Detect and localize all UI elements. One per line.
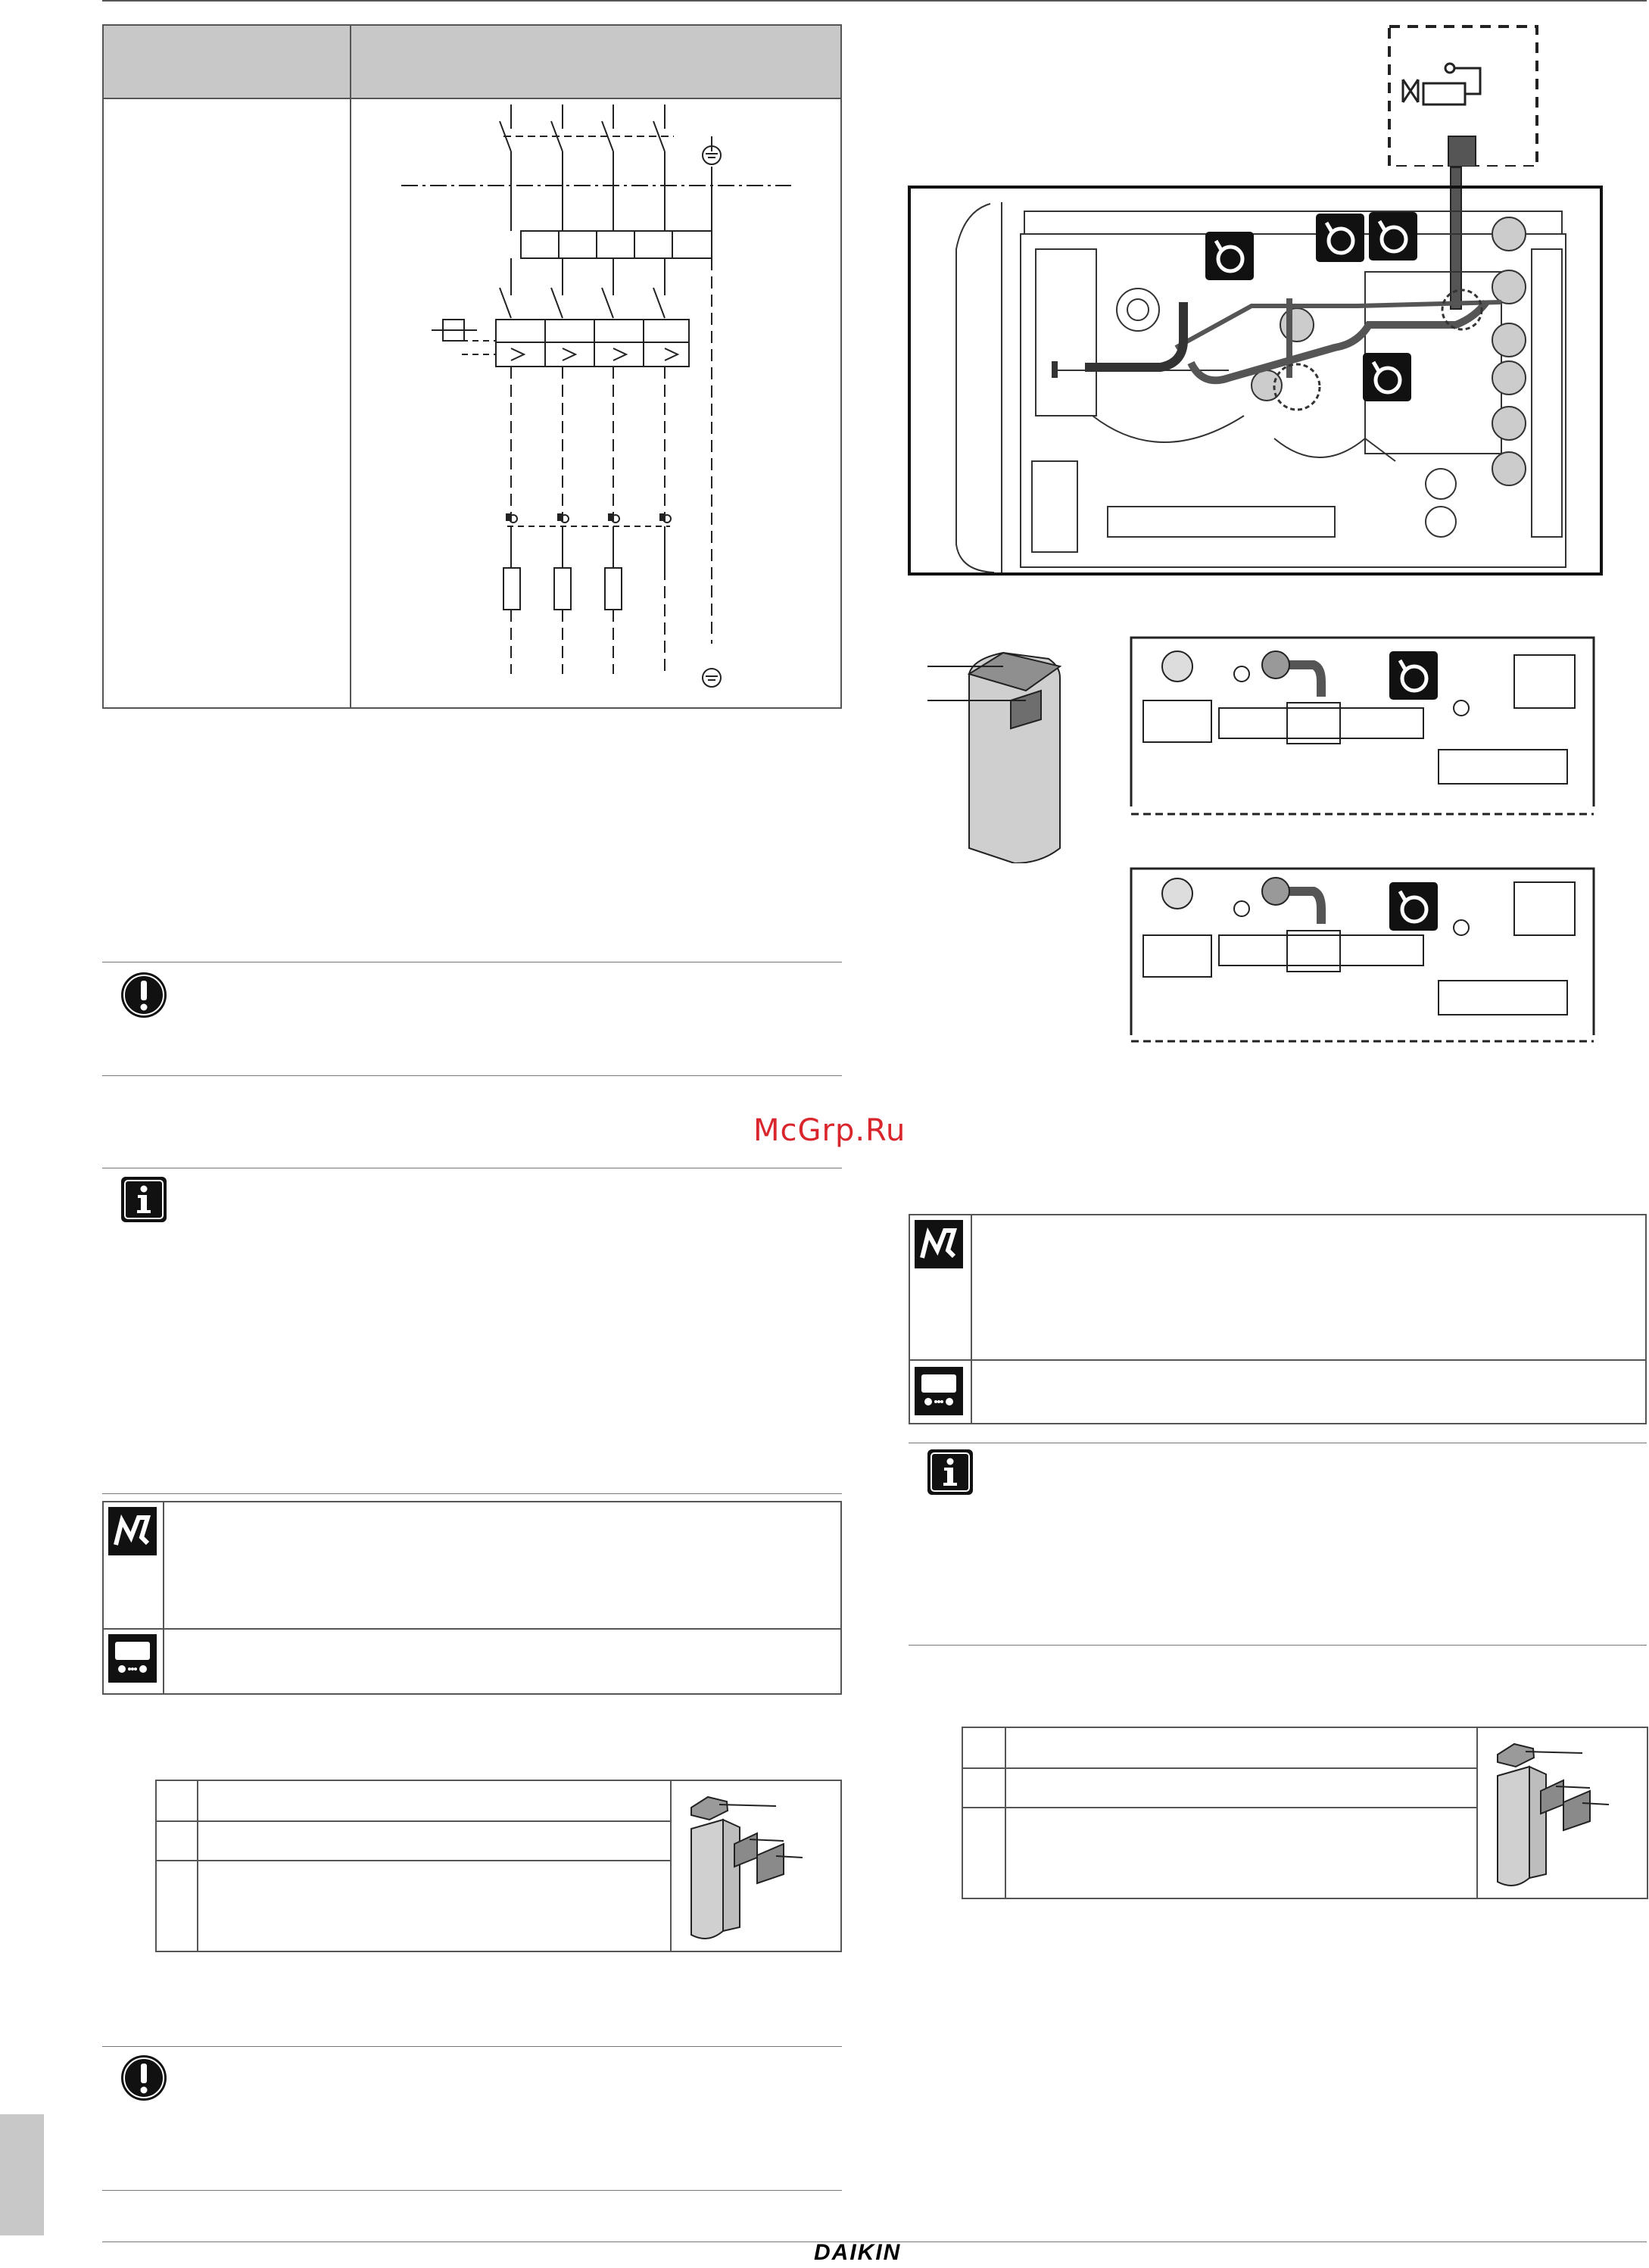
watermark: McGrp.Ru [753, 1113, 906, 1148]
wiring-table-header [104, 26, 840, 98]
warning-rule-top-2 [102, 2046, 842, 2047]
top-rule [102, 0, 1647, 2]
warning-rule-bottom-2 [102, 2190, 842, 2191]
cable-tie-icon [1363, 353, 1411, 401]
exclamation-circle-icon [120, 2054, 168, 2102]
info-icon [120, 1175, 168, 1224]
installer-wrench-icon [108, 1507, 157, 1555]
remote-controller-icon [915, 1367, 963, 1415]
brand-logo: DAIKIN [814, 2240, 902, 2265]
unit-location-illustration [927, 636, 1102, 863]
reference-table-2-row-rule [910, 1359, 1645, 1361]
installer-wrench-icon [915, 1220, 963, 1268]
cable-tie-icon [1389, 651, 1438, 700]
reference-table-divider [163, 1502, 164, 1693]
cable-tie-icon [1389, 882, 1438, 931]
item-table-right-row2 [963, 1807, 1476, 1808]
exclamation-circle-icon [120, 971, 168, 1019]
reference-table-2 [909, 1214, 1647, 1424]
unit-interior-illustration [911, 189, 1600, 572]
cable-tie-icon [1316, 214, 1364, 262]
info-rule-bottom-2 [909, 1645, 1647, 1646]
info-icon [926, 1448, 974, 1496]
item-table-right-col-rule [1005, 1728, 1006, 1898]
pcb-illustration-1 [1128, 636, 1598, 818]
item-table-left-col-rule [197, 1781, 198, 1951]
remote-controller-icon [108, 1634, 157, 1683]
circuit-breaker-diagram [348, 98, 803, 697]
warning-rule-bottom [102, 1075, 842, 1076]
valve-dashed-box [1382, 23, 1545, 167]
reference-table-1 [102, 1501, 842, 1695]
reference-table-2-divider [971, 1215, 972, 1423]
reference-table-row-rule [104, 1628, 840, 1630]
item-table-left-row2 [157, 1860, 670, 1861]
item-table-left-image-rule [670, 1781, 672, 1951]
cable-tie-icon [1369, 212, 1417, 260]
item-table-right-row1 [963, 1767, 1476, 1769]
cable-tie-icon [1205, 232, 1254, 280]
item-table-left-row1 [157, 1820, 670, 1822]
info-rule-bottom [102, 1493, 842, 1494]
unit-panels-illustration [678, 1783, 829, 1946]
unit-panels-illustration [1484, 1730, 1635, 1893]
item-table-right-image-rule [1476, 1728, 1478, 1898]
pcb-illustration-2 [1128, 867, 1598, 1045]
side-tab [0, 2114, 44, 2235]
